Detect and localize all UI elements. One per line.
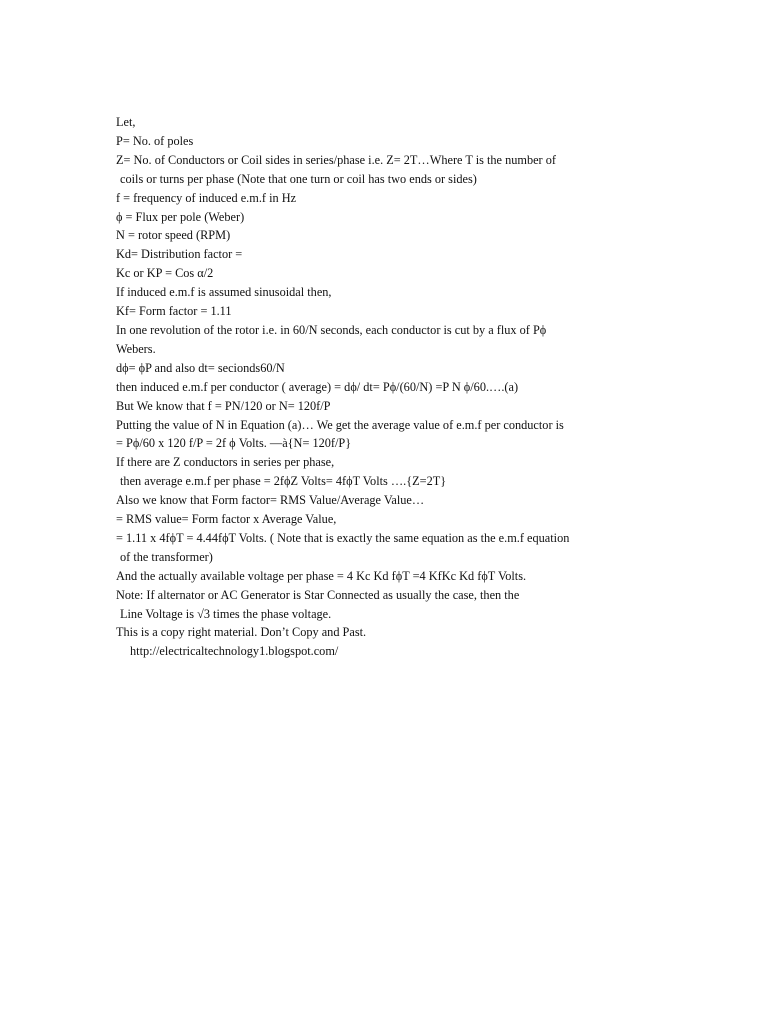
text-line-dphi: dϕ= ϕP and also dt= secionds60/N <box>116 360 285 375</box>
source-url: http://electricaltechnology1.blogspot.com/ <box>130 644 339 659</box>
text-line-available-voltage: And the actually available voltage per phase = 4 Kc Kd fϕT =4 KfKc Kd fϕT Volts. <box>116 568 527 583</box>
text-line-distribution-factor: Kd= Distribution factor = <box>116 247 243 262</box>
text-line-transformer: of the transformer) <box>120 549 213 564</box>
text-line-pitch-factor: Kc or KP = Cos α/2 <box>116 266 214 281</box>
document-body <box>116 113 656 661</box>
text-line-form-factor-def: Also we know that Form factor= RMS Value/Average Value… <box>116 493 425 508</box>
text-line-emf-equation: = 1.11 x 4fϕT = 4.44fϕT Volts. ( Note that is exactly the same equation as the e.m.f equation <box>116 530 570 545</box>
text-line-star-connected: Note: If alternator or AC Generator is Star Connected as usually the case, then the <box>116 587 520 602</box>
text-line-conductors: Z= No. of Conductors or Coil sides in series/phase i.e. Z= 2T…Where T is the number of <box>116 152 556 167</box>
text-line-webers: Webers. <box>116 341 156 356</box>
text-line-frequency-relation: But We know that f = PN/120 or N= 120f/P <box>116 398 331 413</box>
text-line-copyright: This is a copy right material. Don’t Copy and Past. <box>116 625 367 640</box>
text-line-revolution: In one revolution of the rotor i.e. in 60/N seconds, each conductor is cut by a flux of Pϕ <box>116 322 547 337</box>
text-line-average-emf: = Pϕ/60 x 120 f/P = 2f ϕ Volts. —à{N= 120f/P} <box>116 436 352 451</box>
text-line-form-factor: Kf= Form factor = 1.11 <box>116 304 232 319</box>
text-line-emf-per-phase: then average e.m.f per phase = 2fϕZ Volts= 4fϕT Volts ….{Z=2T} <box>120 474 447 489</box>
text-line-putting-value: Putting the value of N in Equation (a)… We get the average value of e.m.f per conductor is <box>116 417 564 432</box>
text-line-rotor-speed: N = rotor speed (RPM) <box>116 228 231 243</box>
text-line-poles: P= No. of poles <box>116 133 194 148</box>
text-line-flux: ϕ = Flux per pole (Weber) <box>116 209 245 224</box>
text-line-frequency: f = frequency of induced e.m.f in Hz <box>116 190 297 205</box>
text-line-let: Let, <box>116 115 136 129</box>
text-line-sinusoidal: If induced e.m.f is assumed sinusoidal then, <box>116 285 332 300</box>
text-line-line-voltage: Line Voltage is √3 times the phase voltage. <box>120 606 332 621</box>
text-line-rms-value: = RMS value= Form factor x Average Value, <box>116 512 337 527</box>
text-line-turns: coils or turns per phase (Note that one turn or coil has two ends or sides) <box>120 171 477 186</box>
text-line-z-conductors: If there are Z conductors in series per phase, <box>116 455 335 470</box>
text-line-emf-per-conductor: then induced e.m.f per conductor ( average) = dϕ/ dt= Pϕ/(60/N) =P N ϕ/60.….(a) <box>116 379 519 394</box>
